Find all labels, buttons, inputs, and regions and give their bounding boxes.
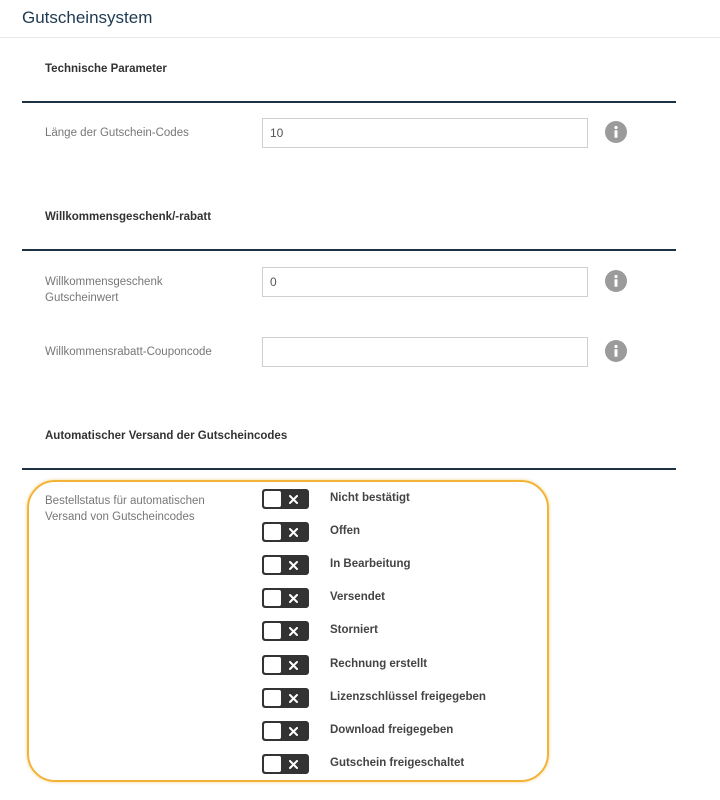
toggle-knob [264, 623, 281, 639]
order-status-label: Bestellstatus für automatischen Versand von Gutscheincodes [45, 495, 205, 523]
code-length-input[interactable] [262, 118, 588, 148]
status-row [262, 489, 562, 509]
status-row [262, 621, 562, 641]
close-icon [289, 627, 298, 636]
status-label: In Bearbeitung [330, 558, 411, 571]
info-icon[interactable] [605, 270, 627, 292]
status-label: Versendet [330, 591, 385, 604]
status-toggle-switch[interactable] [262, 721, 309, 741]
status-toggle-switch[interactable] [262, 688, 309, 708]
status-row [262, 721, 562, 741]
status-row [262, 754, 562, 774]
welcome-gift-value-label: Willkommensgeschenk Gutscheinwert [45, 276, 163, 304]
close-icon [289, 760, 298, 769]
welcome-coupon-code-input[interactable] [262, 337, 588, 367]
title-divider [0, 37, 720, 38]
toggle-knob [264, 690, 281, 706]
toggle-knob [264, 590, 281, 606]
status-label: Gutschein freigeschaltet [330, 756, 465, 769]
welcome-gift-value-input[interactable] [262, 267, 588, 297]
section-divider-welcome [22, 249, 676, 251]
status-label: Download freigegeben [330, 723, 454, 736]
close-icon [289, 661, 298, 670]
toggle-knob [264, 756, 281, 772]
close-icon [289, 495, 298, 504]
code-length-label: Länge der Gutschein-Codes [45, 127, 189, 139]
page-title: Gutscheinsystem [22, 8, 153, 27]
toggle-knob [264, 557, 281, 573]
status-label: Storniert [330, 624, 378, 637]
toggle-knob [264, 657, 281, 673]
section-title-technical: Technische Parameter [45, 63, 167, 75]
status-toggle-switch[interactable] [262, 655, 309, 675]
status-label: Rechnung erstellt [330, 657, 428, 670]
close-icon [289, 694, 298, 703]
status-toggle-switch[interactable] [262, 489, 309, 509]
close-icon [289, 594, 298, 603]
status-label: Lizenzschlüssel freigegeben [330, 690, 486, 703]
status-row [262, 555, 562, 575]
status-toggle-switch[interactable] [262, 621, 309, 641]
status-label: Offen [330, 525, 361, 538]
welcome-coupon-code-label: Willkommensrabatt-Couponcode [45, 346, 212, 358]
close-icon [289, 528, 298, 537]
close-icon [289, 727, 298, 736]
section-title-auto-send: Automatischer Versand der Gutscheincodes [45, 430, 288, 442]
status-row [262, 655, 562, 675]
section-divider-auto-send [22, 468, 676, 470]
toggle-knob [264, 491, 281, 507]
status-toggle-switch[interactable] [262, 588, 309, 608]
status-toggle-switch[interactable] [262, 555, 309, 575]
status-row [262, 588, 562, 608]
section-title-welcome: Willkommensgeschenk/-rabatt [45, 211, 212, 223]
status-label: Nicht bestätigt [330, 492, 410, 504]
toggle-knob [264, 723, 281, 739]
info-icon[interactable] [605, 121, 627, 143]
status-row [262, 522, 562, 542]
close-icon [289, 561, 298, 570]
section-divider-technical [22, 101, 676, 103]
toggle-knob [264, 524, 281, 540]
status-toggle-switch[interactable] [262, 754, 309, 774]
status-toggle-switch[interactable] [262, 522, 309, 542]
status-row [262, 688, 562, 708]
info-icon[interactable] [605, 340, 627, 362]
